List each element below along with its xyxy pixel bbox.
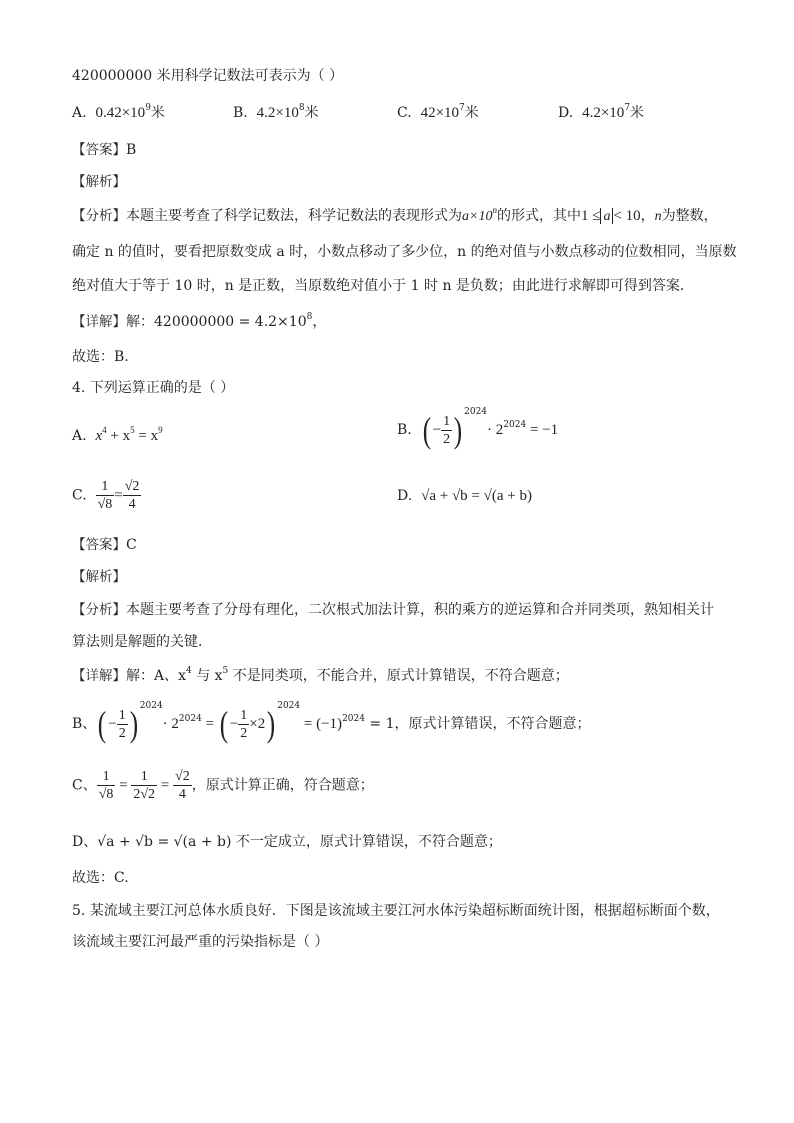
q4-answer (72, 535, 137, 555)
q3-conclusion: 故选：B. (72, 349, 129, 365)
formula-exp: n (492, 205, 497, 215)
detail-tag: 【详解】 (72, 314, 126, 330)
formula: < 10 (613, 208, 641, 224)
answer-tag: 【答案】 (72, 142, 126, 158)
q4-analysis-line-2: 算法则是解题的关键． (72, 634, 212, 650)
q4-detail-d: D、√a + √b = √(a + b) 不一定成立，原式计算错误，不符合题意； (72, 834, 502, 850)
option-letter: A. (72, 428, 87, 444)
formula-exp: 9 (158, 425, 163, 435)
formula-exp: 5 (130, 425, 135, 435)
analysis-text: 的形式，其中 (496, 208, 581, 224)
formula-exp: 4 (102, 425, 107, 435)
detail-exponent: 8 (306, 312, 313, 322)
q3-option-d (558, 103, 644, 123)
option-letter: C. (397, 105, 412, 121)
formula-var: n (654, 209, 662, 224)
formula: = −1 (526, 422, 559, 438)
q4-stem: 4. 下列运算正确的是（ ） (72, 380, 235, 396)
detail-text: ， (312, 314, 327, 330)
detail-exponent: 4 (186, 666, 192, 676)
q4-option-a (72, 426, 163, 446)
detail-text: 与 x (191, 668, 223, 684)
fraction-denominator: √8 (97, 497, 113, 512)
option-letter: C. (72, 487, 87, 504)
formula: a×10 (462, 209, 493, 224)
detail-exponent: 5 (222, 666, 229, 676)
detail-text: = (−1) (300, 716, 343, 732)
answer-value: B (126, 142, 137, 158)
formula: − (432, 422, 442, 438)
option-letter: A. (72, 105, 87, 121)
option-letter: B. (233, 105, 248, 121)
option-mantissa: 4.2×10 (256, 105, 299, 121)
analysis-text: 本题主要考查了科学记数法，科学记数法的表现形式为 (126, 208, 462, 224)
analysis-tag: 【分析】 (72, 602, 126, 618)
q3-answer (72, 140, 136, 160)
option-exponent: 7 (459, 103, 465, 113)
analysis-text: 本题主要考查了分母有理化，二次根式加法计算，积的乘方的逆运算和合并同类项，熟知相关计 (126, 602, 714, 618)
detail-text: 解：A、x (126, 668, 187, 684)
q3-option-b (233, 103, 319, 123)
option-letter: B. (397, 422, 412, 438)
fraction-numerator: √2 (124, 479, 140, 494)
formula: √a + √b = √(a + b) (421, 488, 532, 504)
answer-tag: 【答案】 (72, 537, 126, 553)
option-mantissa: 4.2×10 (582, 105, 625, 121)
formula: x (95, 428, 103, 444)
fraction-denominator: 4 (128, 497, 136, 512)
option-exponent: 8 (298, 103, 305, 113)
analysis-text: 为整数， (661, 208, 718, 224)
q4-detail-a (72, 666, 569, 686)
analysis-text: ， (640, 208, 655, 224)
detail-text: = 1，原式计算错误，不符合题意； (364, 716, 591, 732)
q3-analysis-line-2: 确定 n 的值时，要看把原数变成 a 时，小数点移动了多少位，n 的绝对值与小数点移动的位数相同，当原数 (72, 244, 737, 260)
option-mantissa: 0.42×10 (95, 105, 146, 121)
fraction-denominator: 2 (443, 431, 451, 447)
fraction-numerator: 1 (96, 478, 115, 496)
q3-jiexi-heading: 【解析】 (72, 174, 126, 190)
q3-analysis-line-3: 绝对值大于等于 10 时，n 是正数，当原数绝对值小于 1 时 n 是负数；由此进行求解即可得到答案． (72, 278, 694, 294)
q4-option-b: B. ( − $\frac{1}{2}$ ) $^{2024}\cdot 2^{2024} = -1$ (397, 407, 559, 450)
q4-conclusion: 故选：C. (72, 870, 129, 886)
option-letter: D. (397, 488, 413, 504)
option-unit: 米 (304, 105, 319, 121)
option-mantissa: 42×10 (420, 105, 460, 121)
detail-text: 不是同类项，不能合并，原式计算错误，不符合题意； (228, 668, 569, 684)
option-exponent: 7 (624, 103, 631, 113)
detail-text: 解：420000000 = 4.2×10 (126, 314, 307, 330)
q3-option-c (397, 103, 479, 123)
formula: + x (106, 428, 131, 444)
option-unit: 米 (464, 105, 479, 121)
option-unit: 米 (150, 105, 165, 121)
formula-exp: 2024 (464, 407, 488, 417)
fraction (96, 478, 115, 513)
q5-stem-line-1: 5. 某流域主要江河总体水质良好．下图是该流域主要江河水体污染超标断面统计图，根据超标断面个数， (72, 903, 720, 919)
detail-text: ，原式计算正确，符合题意； (191, 777, 374, 794)
q4-option-c (72, 478, 141, 513)
fraction (123, 478, 142, 513)
answer-value: C (126, 537, 137, 553)
option-letter: D. (558, 105, 574, 121)
q4-detail-b: B、( − $\frac{1}{2}$ ) $^{2024}\cdot 2^{2024}$ = ( − $\frac{1}{2}$ ×2) $^{2024} = (-1)^{2024} = 1$，原式计算错误，不符合题意； (72, 701, 591, 744)
formula: = x (134, 428, 159, 444)
fraction (441, 413, 452, 448)
q4-detail-c: C、 $\frac{1}{√8}$ = $\frac{1}{2√2}$ = $\frac{√2}{4}$ ，原式计算正确，符合题意； (72, 769, 374, 802)
detail-text: B、 (72, 716, 97, 732)
q4-option-d (397, 486, 532, 506)
q4-analysis-line-1 (72, 600, 714, 620)
analysis-tag: 【分析】 (72, 208, 126, 224)
formula-var: a (603, 209, 611, 224)
fraction-numerator: 1 (443, 413, 451, 429)
option-unit: 米 (630, 105, 645, 121)
detail-tag: 【详解】 (72, 668, 126, 684)
q5-stem-line-2: 该流域主要江河最严重的污染指标是（ ） (72, 934, 329, 950)
detail-text: C、 (72, 777, 97, 794)
q4-jiexi-heading: 【解析】 (72, 569, 126, 585)
q3-option-a (72, 103, 165, 123)
q3-detail (72, 312, 326, 332)
q3-analysis-line-1 (72, 206, 718, 227)
formula: 1 ≤ (580, 208, 601, 224)
detail-exponent: 2024 (342, 714, 365, 724)
formula: · 2 (487, 422, 504, 438)
formula: = (114, 487, 123, 504)
formula-exp: 2024 (503, 420, 527, 430)
q3-stem: 420000000 米用科学记数法可表示为（ ） (72, 68, 344, 84)
option-exponent: 9 (145, 103, 151, 113)
